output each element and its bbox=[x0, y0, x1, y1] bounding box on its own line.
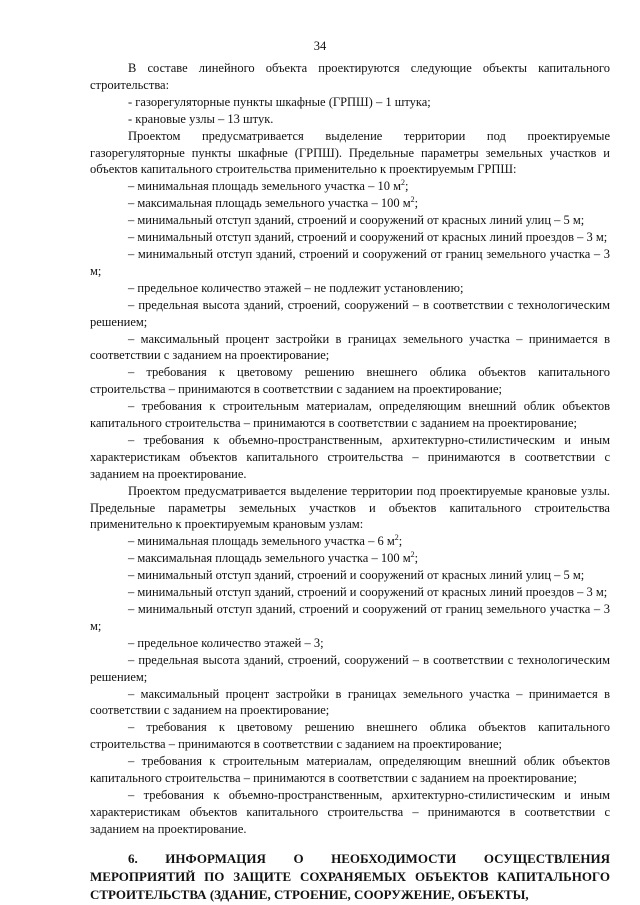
superscript: 2 bbox=[410, 195, 415, 205]
paragraph bbox=[90, 686, 610, 720]
paragraph-text: – предельное количество этажей – не подлежит установлению; bbox=[128, 280, 464, 295]
paragraph-tail: ; bbox=[398, 534, 403, 549]
paragraph bbox=[90, 398, 610, 432]
paragraph bbox=[90, 60, 610, 94]
paragraph bbox=[90, 128, 610, 179]
paragraph-text: – минимальная площадь земельного участка – 6 м bbox=[128, 534, 395, 549]
paragraph-text: – требования к объемно-пространственным, архитектурно-стилистическим и иным характеристикам объектов капитального строительства – принимаются в соответствии с заданием на проектирование. bbox=[90, 432, 610, 481]
paragraph-text: – максимальная площадь земельного участка – 100 м bbox=[128, 551, 411, 566]
paragraph-tail: ; bbox=[414, 196, 419, 211]
paragraph bbox=[90, 635, 610, 652]
paragraph-text: – минимальный отступ зданий, строений и сооружений от красных линий улиц – 5 м; bbox=[128, 213, 585, 228]
paragraph bbox=[90, 753, 610, 787]
paragraph-text: – требования к объемно-пространственным, архитектурно-стилистическим и иным характеристикам объектов капитального строительства – принимаются в соответствии с заданием на проектирование. bbox=[90, 787, 610, 836]
paragraph-text: – требования к строительным материалам, определяющим внешний облик объектов капитального строительства – принимаются в соответствии с заданием на проектирование; bbox=[90, 399, 610, 431]
paragraph-text: - крановые узлы – 13 штук. bbox=[128, 111, 274, 126]
paragraph bbox=[90, 584, 610, 601]
paragraph bbox=[90, 567, 610, 584]
paragraph-list bbox=[90, 60, 610, 838]
paragraph bbox=[90, 533, 610, 550]
paragraph bbox=[90, 280, 610, 297]
paragraph-text: – предельная высота зданий, строений, сооружений – в соответствии с технологическим решением; bbox=[90, 652, 610, 684]
paragraph-text: – требования к строительным материалам, определяющим внешний облик объектов капитального строительства – принимаются в соответствии с заданием на проектирование; bbox=[90, 754, 610, 786]
paragraph-text: – минимальный отступ зданий, строений и сооружений от красных линий проездов – 3 м; bbox=[128, 585, 608, 600]
paragraph-text: – максимальный процент застройки в границах земельного участка – принимается в соответствии с заданием на проектирование; bbox=[90, 686, 610, 718]
paragraph bbox=[90, 652, 610, 686]
page-number: 34 bbox=[313, 39, 327, 53]
paragraph-text: В составе линейного объекта проектируются следующие объекты капитального строительства: bbox=[90, 61, 610, 92]
section-heading: 6. ИНФОРМАЦИЯ О НЕОБХОДИМОСТИ ОСУЩЕСТВЛЕНИЯ МЕРОПРИЯТИЙ ПО ЗАЩИТЕ СОХРАНЯЕМЫХ ОБЪЕКТОВ КАПИТАЛЬНОГО СТРОИТЕЛЬСТВА (ЗДАНИЕ, СТРОЕНИЕ, СООРУЖЕНИЕ, ОБЪЕКТЫ, bbox=[90, 850, 610, 902]
paragraph-text: – минимальная площадь земельного участка – 10 м bbox=[128, 179, 401, 194]
paragraph-text: – требования к цветовому решению внешнего облика объектов капитального строительства – принимаются в соответствии с заданием на проектирование; bbox=[90, 720, 610, 752]
paragraph bbox=[90, 432, 610, 483]
paragraph bbox=[90, 94, 610, 111]
paragraph-tail: ; bbox=[414, 551, 419, 566]
paragraph-text: – минимальный отступ зданий, строений и сооружений от границ земельного участка – 3 м; bbox=[90, 246, 610, 278]
paragraph bbox=[90, 229, 610, 246]
paragraph bbox=[90, 483, 610, 534]
paragraph-text: – требования к цветовому решению внешнего облика объектов капитального строительства – принимаются в соответствии с заданием на проектирование; bbox=[90, 365, 610, 397]
document-body bbox=[90, 60, 610, 904]
paragraph bbox=[90, 364, 610, 398]
paragraph bbox=[90, 297, 610, 331]
paragraph-text: Проектом предусматривается выделение территории под проектируемые газорегуляторные пункты шкафные (ГРПШ). Предельные параметры земельных участков и объектов капитального строительства применительно к проектируемым ГРПШ: bbox=[90, 128, 610, 177]
paragraph-tail: ; bbox=[405, 179, 409, 194]
paragraph-text: - газорегуляторные пункты шкафные (ГРПШ) – 1 штука; bbox=[128, 94, 431, 109]
paragraph bbox=[90, 111, 610, 128]
paragraph bbox=[90, 331, 610, 365]
paragraph-text: – минимальный отступ зданий, строений и сооружений от красных линий улиц – 5 м; bbox=[128, 568, 585, 583]
paragraph bbox=[90, 601, 610, 635]
paragraph-text: – максимальная площадь земельного участка – 100 м bbox=[128, 196, 411, 211]
superscript: 2 bbox=[394, 533, 399, 543]
superscript: 2 bbox=[401, 178, 405, 188]
superscript: 2 bbox=[410, 550, 415, 560]
paragraph bbox=[90, 550, 610, 567]
paragraph bbox=[90, 787, 610, 838]
paragraph bbox=[90, 178, 610, 195]
paragraph-text: – максимальный процент застройки в границах земельного участка – принимается в соответствии с заданием на проектирование; bbox=[90, 331, 610, 363]
paragraph-text: – предельная высота зданий, строений, сооружений – в соответствии с технологическим решением; bbox=[90, 297, 610, 329]
paragraph-text: Проектом предусматривается выделение территории под проектируемые крановые узлы. Предельные параметры земельных участков и объектов капитального строительства применительно к проектируемым крановым узлам: bbox=[90, 483, 610, 532]
paragraph-text: – минимальный отступ зданий, строений и сооружений от красных линий проездов – 3 м; bbox=[128, 230, 608, 245]
paragraph bbox=[90, 212, 610, 229]
paragraph bbox=[90, 246, 610, 280]
paragraph bbox=[90, 195, 610, 212]
paragraph-text: – предельное количество этажей – 3; bbox=[128, 635, 324, 650]
paragraph-text: – минимальный отступ зданий, строений и сооружений от границ земельного участка – 3 м; bbox=[90, 602, 610, 633]
paragraph bbox=[90, 719, 610, 753]
